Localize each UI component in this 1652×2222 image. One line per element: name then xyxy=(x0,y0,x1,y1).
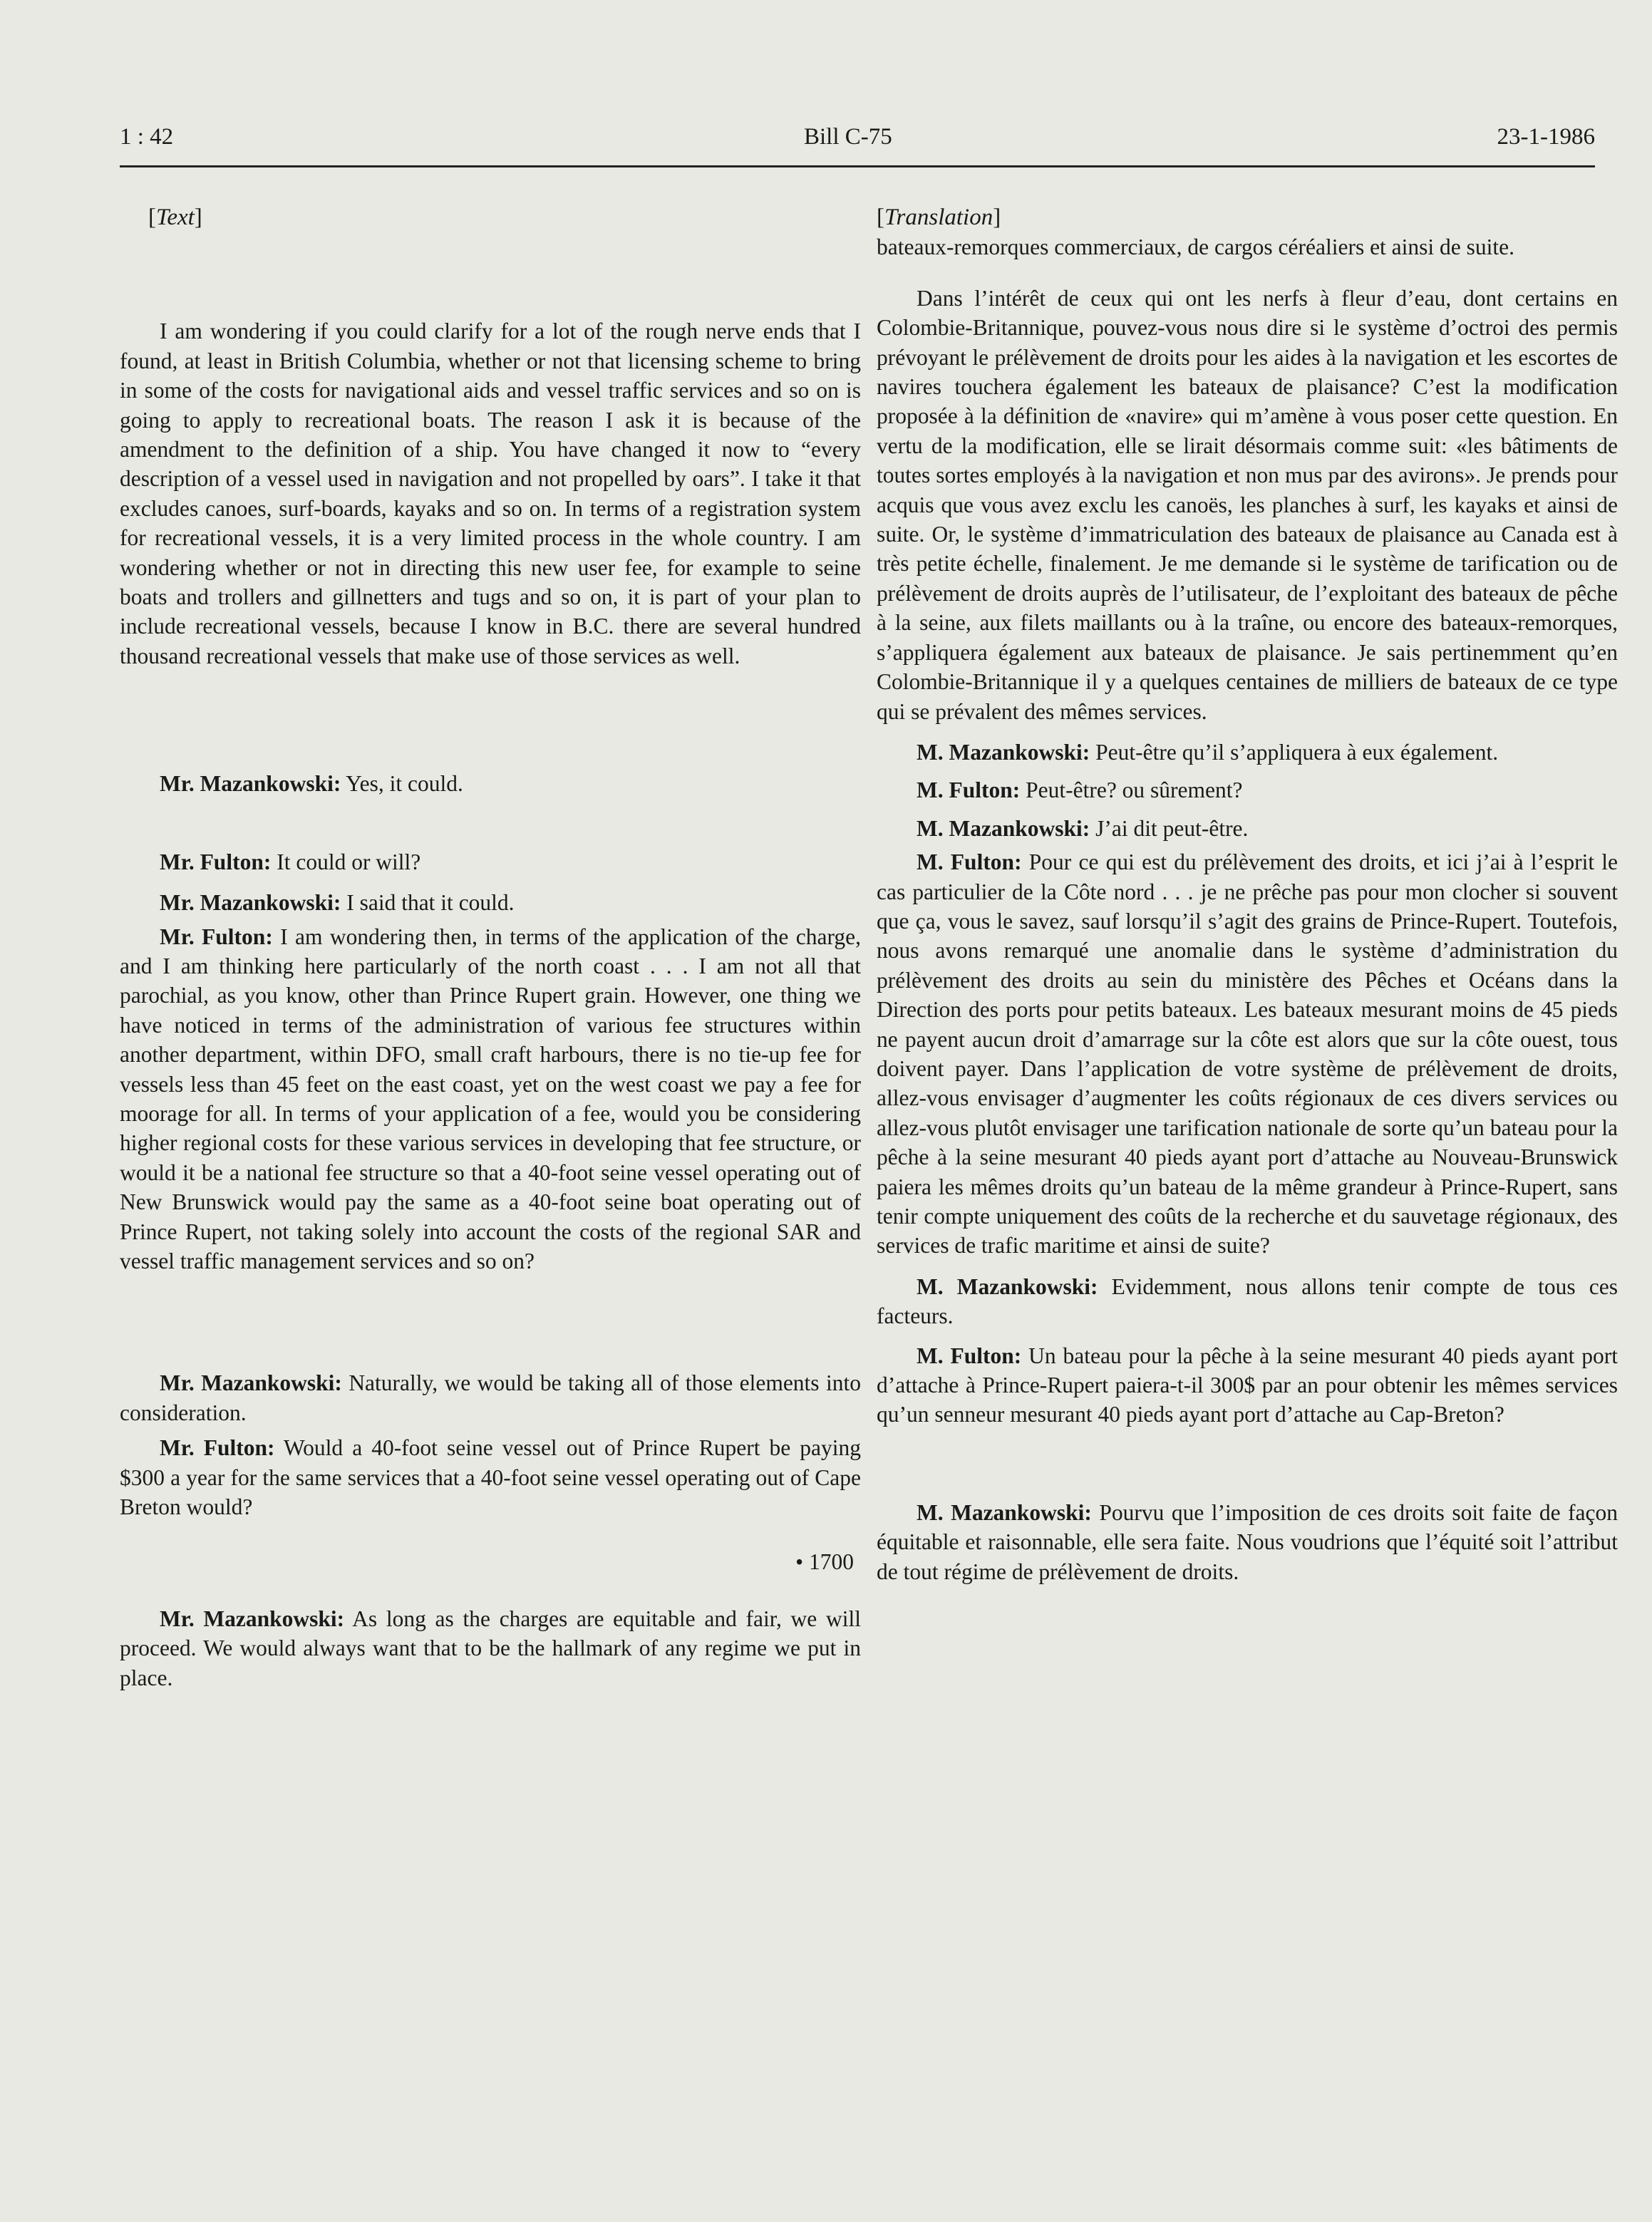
speech-text: Yes, it could. xyxy=(346,771,463,797)
speech xyxy=(877,1498,1618,1586)
header-rule xyxy=(120,165,1595,167)
speech-text: It could or will? xyxy=(277,849,421,874)
speaker-name: Mr. Fulton: xyxy=(160,849,272,874)
speaker-name: Mr. Mazankowski: xyxy=(160,1370,342,1396)
time-marker: • 1700 xyxy=(795,1549,854,1575)
page-number: 1 : 42 xyxy=(120,124,174,150)
speaker-name: Mr. Mazankowski: xyxy=(160,771,341,797)
speech xyxy=(120,847,861,877)
speaker-name: Mr. Mazankowski: xyxy=(160,890,341,916)
speech-text: Peut-être? ou sûrement? xyxy=(1026,777,1243,803)
speech xyxy=(877,1272,1618,1331)
speech xyxy=(120,1368,861,1427)
english-column xyxy=(120,203,861,1693)
speaker-name: M. Fulton: xyxy=(917,777,1021,803)
continuation-paragraph: bateaux-remorques commerciaux, de cargos céréaliers et ainsi de suite. xyxy=(877,234,1515,260)
speech xyxy=(877,814,1618,843)
speaker-name: Mr. Fulton: xyxy=(160,924,273,949)
speech-text: Peut-être qu’il s’appliquera à eux également. xyxy=(1095,739,1499,765)
page-header xyxy=(120,121,1595,164)
bill-title: Bill C-75 xyxy=(804,124,892,150)
speech xyxy=(120,1433,861,1521)
speaker-name: M. Mazankowski: xyxy=(917,739,1090,765)
speaker-name: Mr. Mazankowski: xyxy=(160,1606,345,1631)
speech xyxy=(877,1341,1618,1430)
speaker-name: M. Mazankowski: xyxy=(917,1273,1098,1299)
column-label: [Translation] xyxy=(877,205,1001,230)
speech xyxy=(120,888,861,917)
speech-text: Un bateau pour la pêche à la seine mesurant 40 pieds ayant port d’attache à Prince-Rupert paiera-t-il 300$ par an pour obtenir les mêmes services qu’un senneur mesurant 40 pieds ayant port d’attache au Cap-Breton? xyxy=(877,1343,1619,1427)
speech xyxy=(120,1604,861,1693)
column-label: [Text] xyxy=(148,205,202,230)
speaker-name: Mr. Fulton: xyxy=(160,1435,275,1461)
question-paragraph: Dans l’intérêt de ceux qui ont les nerfs à fleur d’eau, dont certains en Colombie-Britannique, pouvez-vous nous dire si le système d’octroi des permis prévoyant le prélèvement de droits pour les aides à la navigation et les escortes de navires touchera également les bateaux de plaisance? C’est la modification proposée à la définition de «navire» qui m’amène à vous poser cette question. En vertu de la modification, elle se lirait désormais comme suit: «les bâtiments de toutes sortes employés à la navigation et non mus par des avirons». Je prends pour acquis que vous avez exclu les canoës, les planches à surf, les kayaks et ainsi de suite. Or, le système d’immatriculation des bateaux de plaisance au Canada est à très petite échelle, finalement. Je me demande si le système de tarification ou de prélèvement de droits auprès de l’utilisateur, de l’exploitant des bateaux de pêche à la seine, aux filets maillants ou à la traîne, ou encore des bateaux-remorques, s’appliquera également aux bateaux de plaisance. Je sais pertinemment qu’en Colombie-Britannique il y a quelques centaines de milliers de bateaux de ce type qui se prévalent des mêmes services. xyxy=(877,285,1618,724)
speech-text: Evidemment, nous allons tenir compte de tous ces facteurs. xyxy=(877,1273,1618,1329)
french-column xyxy=(877,203,1618,1586)
header-date: 23-1-1986 xyxy=(1497,124,1595,150)
speech-text: As long as the charges are equitable and fair, we will proceed. We would always want that to be the hallmark of any regime we put in place. xyxy=(120,1606,861,1690)
question-paragraph: I am wondering if you could clarify for a lot of the rough nerve ends that I found, at least in British Columbia, whether or not that licensing scheme to bring in some of the costs for navigational aids and vessel traffic services and so on is going to apply to recreational boats. The reason I ask it is because of the amendment to the definition of a ship. You have changed it now to “every description of a vessel used in navigation and not propelled by oars”. I take it that excludes canoes, surf-boards, kayaks and so on. In terms of a registration system for recreational vessels, it is a very limited process in the whole country. I am wondering whether or not in directing this new user fee, for example to seine boats and trollers and gillnetters and tugs and so on, it is part of your plan to include recreational vessels, because I know in B.C. there are several hundred thousand recreational vessels that make use of those services as well. xyxy=(120,319,861,668)
speech-text: I said that it could. xyxy=(346,890,515,916)
speaker-name: M. Mazankowski: xyxy=(917,815,1090,841)
speech xyxy=(120,769,861,798)
speech-text: Pour ce qui est du prélèvement des droits, et ici j’ai à l’esprit le cas particulier de la Côte nord . . . je ne prêche pas pour mon clocher si souvent que ça, vous le savez, sauf lorsqu’il s’agit des grains de Prince-Rupert. Toutefois, nous avons remarqué une anomalie dans le système d’administration du prélèvement des droits au sein du ministère des Pêches et Océans dans la Direction des ports pour petits bateaux. Les bateaux mesurant moins de 45 pieds ne payent aucun droit d’amarrage sur la côte est alors que sur la côte ouest, tous doivent payer. Dans l’application de votre système de prélèvement de droits, allez-vous envisager d’augmenter les coûts régionaux de ces divers services ou allez-vous plutôt envisager une tarification nationale de sorte qu’un bateau pour la pêche à la seine mesurant 40 pieds ayant port d’attache au Nouveau-Brunswick paiera les mêmes droits qu’un bateau de la même grandeur à Prince-Rupert, sans tenir compte uniquement des coûts de la recherche et du sauvetage régionaux, des services de trafic maritime et ainsi de suite? xyxy=(877,849,1618,1259)
speaker-name: M. Fulton: xyxy=(917,1343,1022,1368)
speech-text: I am wondering then, in terms of the application of the charge, and I am thinking here particularly of the north coast . . . I am not all that parochial, as you know, other than Prince Rupert grain. However, one thing we have noticed in terms of the administration of various fee structures within another department, within DFO, small craft harbours, there is no tie-up fee for vessels less than 45 feet on the east coast, yet on the west coast we pay a fee for moorage for all. In terms of your application of a fee, would you be considering higher regional costs for these various services in developing that fee structure, or would it be a national fee structure so that a 40-foot seine vessel operating out of New Brunswick would pay the same as a 40-foot seine boat operating out of Prince Rupert, not taking solely into account the costs of the regional SAR and vessel traffic management services and so on? xyxy=(120,924,861,1273)
speech xyxy=(877,847,1618,1261)
speech xyxy=(877,775,1618,805)
speech xyxy=(120,922,861,1276)
speech xyxy=(877,738,1618,767)
speech-text: J’ai dit peut-être. xyxy=(1095,815,1249,841)
speaker-name: M. Fulton: xyxy=(917,849,1022,875)
speaker-name: M. Mazankowski: xyxy=(917,1499,1092,1525)
speech-text: Pourvu que l’imposition de ces droits soit faite de façon équitable et raisonnable, elle sera faite. Nous voudrions que l’équité soit l’attribut de tout régime de prélèvement de droits. xyxy=(877,1499,1619,1584)
speech-text: Would a 40-foot seine vessel out of Prince Rupert be paying $300 a year for the same services that a 40-foot seine vessel operating out of Cape Breton would? xyxy=(120,1435,861,1519)
speech-text: Naturally, we would be taking all of those elements into consideration. xyxy=(120,1370,861,1425)
